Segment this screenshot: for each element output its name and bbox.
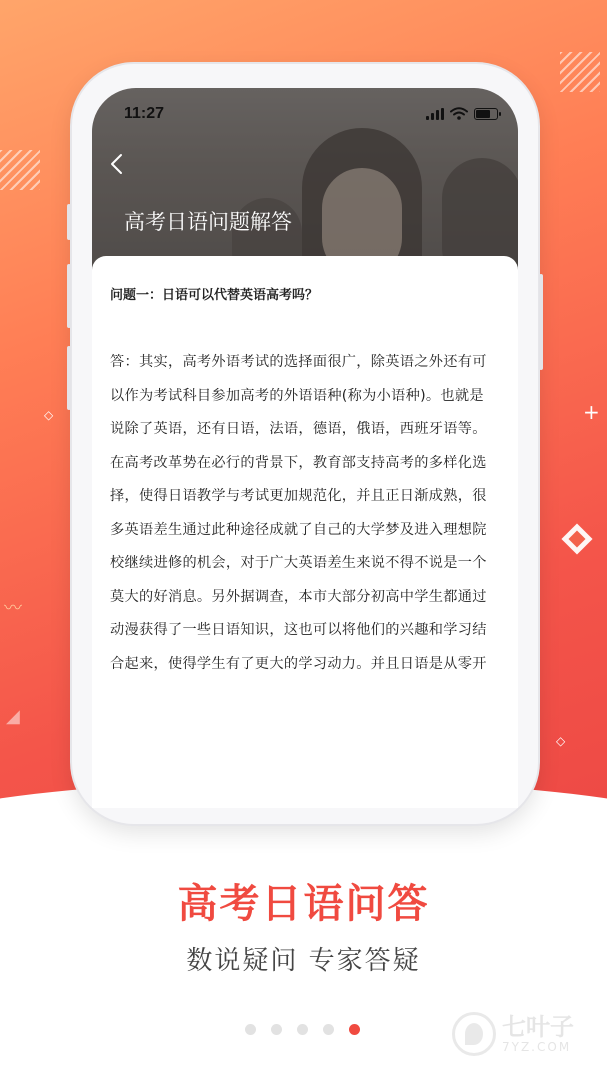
decor-triangle: ◢ <box>6 706 20 727</box>
decor-stripes-left <box>0 150 40 190</box>
answer-line: 合起来，使得学生有了更大的学习动力。并且日语是从零开 <box>110 655 487 672</box>
answer-line: 校继续进修的机会，对于广大英语差生来说不得不说是一个 <box>110 555 487 571</box>
promo-subline: 数说疑问 专家答疑 <box>186 946 421 976</box>
question-text: 问题一：日语可以代替英语高考吗？ <box>110 288 319 303</box>
phone-screen <box>92 88 518 808</box>
decor-plus-icon: + <box>583 400 600 424</box>
answer-line: 多英语差生通过此种途径成就了自己的大学梦及进入理想院 <box>110 521 487 538</box>
answer-line: 择，使得日语教学与考试更加规范化，并且正日渐成熟，很 <box>110 488 487 504</box>
phone-mockup <box>72 64 538 824</box>
phone-volume-up <box>67 264 71 328</box>
page-title: 高考日语问题解答 <box>124 210 292 234</box>
pagination-dot-active[interactable] <box>349 1024 360 1035</box>
pagination-dots <box>245 1024 360 1035</box>
decor-wave: 〰 <box>4 598 22 619</box>
pagination-dot[interactable] <box>323 1024 334 1035</box>
status-bar <box>92 88 518 128</box>
watermark-name: 七叶子 <box>502 1013 574 1041</box>
article-card <box>92 256 518 808</box>
answer-line: 莫大的好消息。另外据调查，本市大部分初高中学生都通过 <box>110 588 487 605</box>
decor-diamond-small: ◇ <box>556 734 566 748</box>
answer-line: 以作为考试科目参加高考的外语语种(称为小语种)。也就是 <box>110 387 484 404</box>
pagination-dot[interactable] <box>245 1024 256 1035</box>
answer-line: 说除了英语，还有日语，法语，德语，俄语，西班牙语等。 <box>110 421 487 437</box>
watermark <box>452 1012 574 1056</box>
pagination-dot[interactable] <box>271 1024 282 1035</box>
answer-line: 动漫获得了一些日语知识，这也可以将他们的兴趣和学习结 <box>110 622 487 638</box>
answer-text <box>110 346 502 681</box>
answer-line: 答：其实，高考外语考试的选择面很广，除英语之外还有可 <box>110 354 487 370</box>
watermark-domain: 7YZ.COM <box>502 1040 572 1054</box>
pagination-dot[interactable] <box>297 1024 308 1035</box>
signal-icon <box>426 108 444 120</box>
phone-volume-down <box>67 346 71 410</box>
promo-headline: 高考日语问答 <box>177 881 430 927</box>
decor-stripes-right <box>560 52 600 92</box>
watermark-logo-icon <box>452 1012 496 1056</box>
battery-icon <box>474 108 498 120</box>
status-time: 11:27 <box>124 105 165 122</box>
wifi-icon <box>450 107 468 120</box>
decor-diamond-left: ◇ <box>44 408 54 422</box>
phone-side-button <box>67 204 71 240</box>
answer-line: 在高考改革势在必行的背景下，教育部支持高考的多样化选 <box>110 454 487 471</box>
status-icons <box>426 107 498 120</box>
phone-power-button <box>539 274 543 370</box>
chevron-left-icon[interactable] <box>106 152 130 176</box>
